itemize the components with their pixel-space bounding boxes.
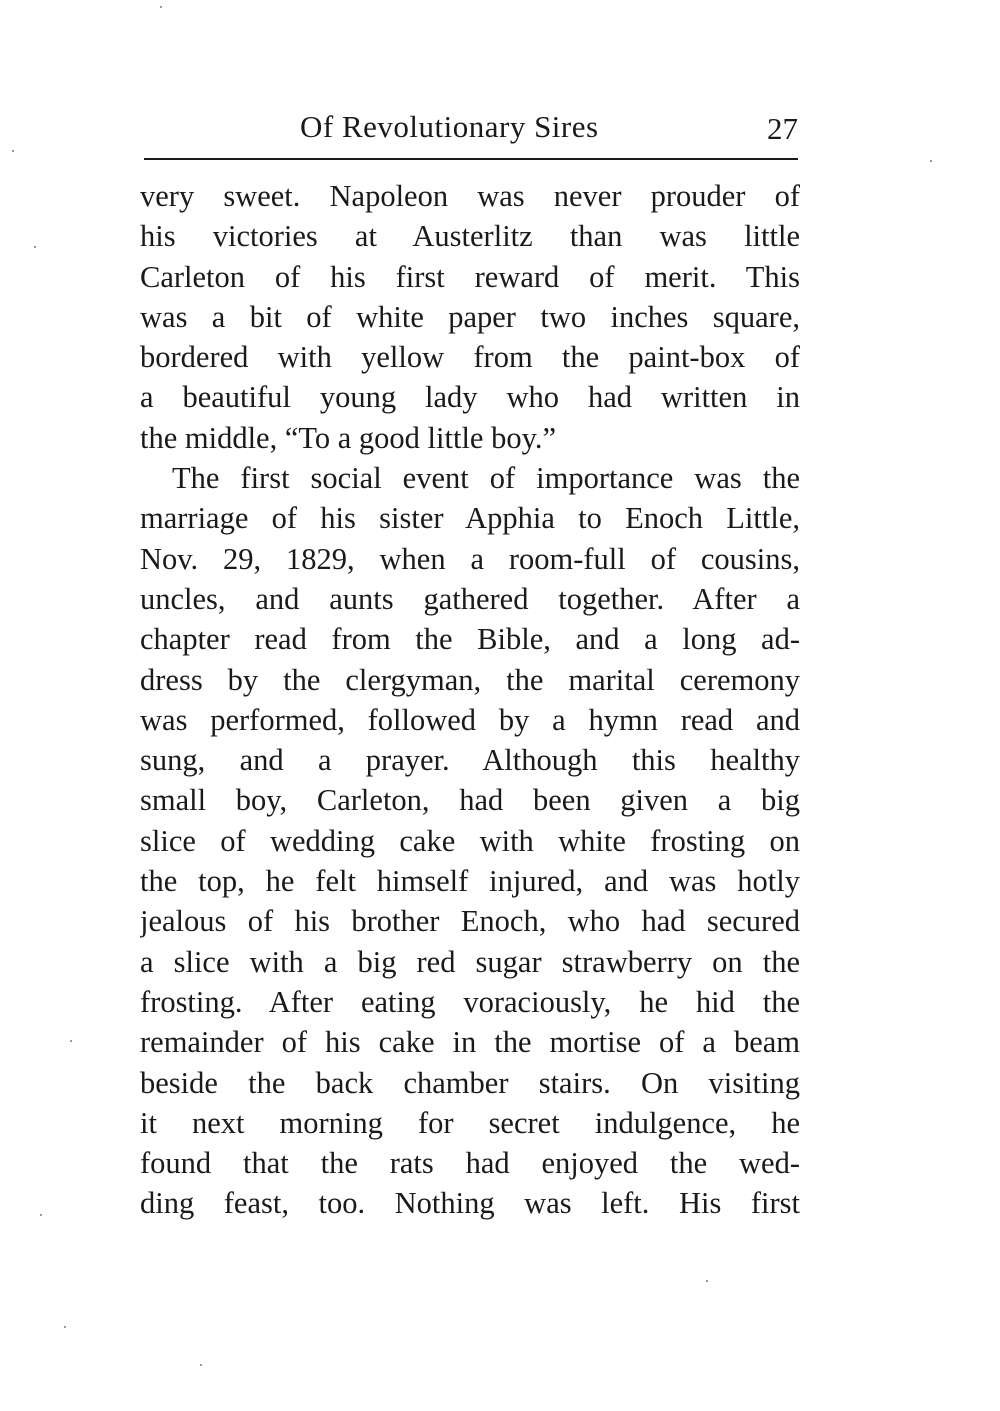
text-line: found that the rats had enjoyed the wed-	[140, 1146, 800, 1181]
text-line: Nov. 29, 1829, when a room-full of cousins,	[140, 541, 800, 576]
text-line: chapter read from the Bible, and a long ad-	[140, 622, 800, 657]
text-line: remainder of his cake in the mortise of a beam	[140, 1025, 800, 1060]
text-line: a slice with a big red sugar strawberry on the	[140, 944, 800, 979]
text-line: bordered with yellow from the paint-box of	[140, 340, 800, 375]
body-text	[140, 176, 800, 1224]
page-number: 27	[767, 111, 798, 146]
text-line: sung, and a prayer. Although this healthy	[140, 743, 800, 778]
text-line: very sweet. Napoleon was never prouder of	[140, 179, 800, 213]
text-line: his victories at Austerlitz than was little	[140, 219, 800, 254]
text-line: it next morning for secret indulgence, he	[140, 1105, 800, 1140]
text-line: small boy, Carleton, had been given a big	[140, 783, 800, 818]
text-line: Carleton of his first reward of merit. This	[140, 259, 800, 294]
scan-speck	[12, 150, 14, 152]
running-head	[140, 104, 800, 150]
scan-speck	[200, 1364, 202, 1366]
paragraph-2	[140, 458, 800, 1224]
text-line: was performed, followed by a hymn read and	[140, 702, 800, 737]
text-line: the middle, “To a good little boy.”	[140, 420, 557, 455]
header-rule	[144, 158, 798, 160]
scan-speck	[930, 160, 932, 162]
text-line: the top, he felt himself injured, and was hotly	[140, 864, 800, 899]
running-title: Of Revolutionary Sires	[300, 109, 599, 144]
scan-speck	[70, 1040, 72, 1042]
text-line: marriage of his sister Apphia to Enoch Little,	[140, 501, 800, 536]
text-line: a beautiful young lady who had written in	[140, 380, 800, 415]
text-line: uncles, and aunts gathered together. After a	[140, 581, 800, 616]
text-line: The first social event of importance was the	[172, 461, 800, 496]
text-line: ding feast, too. Nothing was left. His first	[140, 1186, 800, 1221]
text-line: frosting. After eating voraciously, he hid the	[140, 984, 800, 1019]
scan-speck	[34, 246, 36, 248]
scan-speck	[40, 1214, 42, 1216]
text-line: slice of wedding cake with white frosting on	[140, 823, 800, 858]
scan-speck	[64, 1326, 66, 1328]
text-line: beside the back chamber stairs. On visiting	[140, 1065, 800, 1100]
text-line: jealous of his brother Enoch, who had secured	[140, 904, 800, 939]
scan-speck	[160, 6, 162, 8]
text-line: was a bit of white paper two inches square,	[140, 299, 800, 334]
text-line: dress by the clergyman, the marital ceremony	[140, 662, 800, 697]
scan-speck	[706, 1280, 708, 1282]
paragraph-1	[140, 176, 800, 458]
